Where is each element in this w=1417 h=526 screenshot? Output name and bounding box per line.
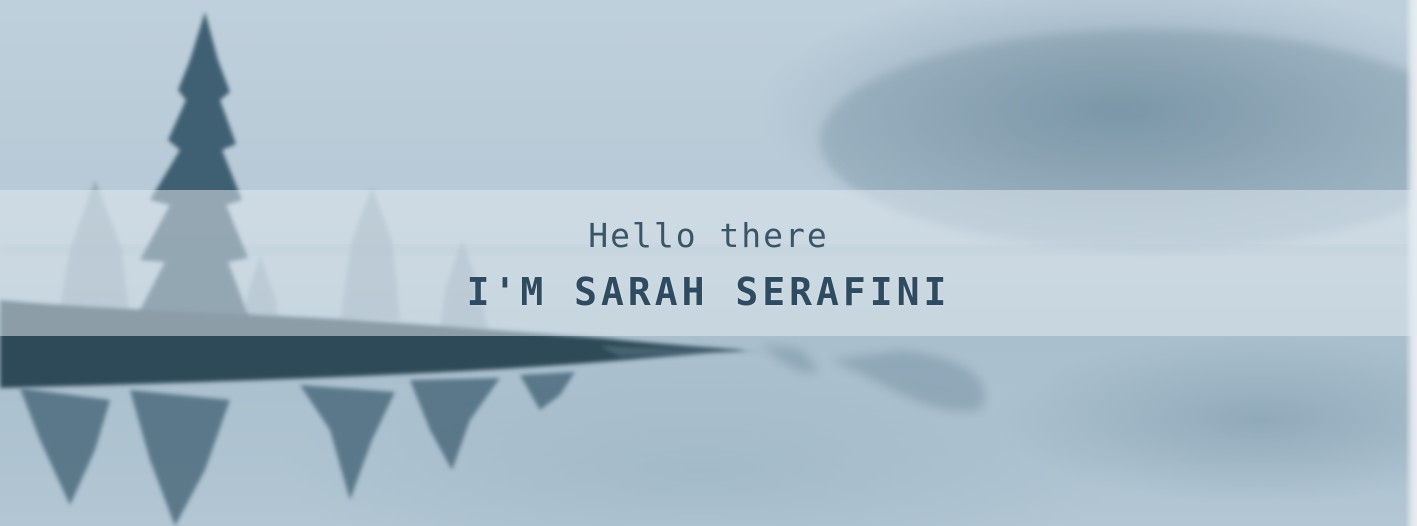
name-heading: I'M SARAH SERAFINI xyxy=(466,270,951,314)
intro-banner xyxy=(0,190,1417,336)
greeting-text: Hello there xyxy=(588,216,829,255)
